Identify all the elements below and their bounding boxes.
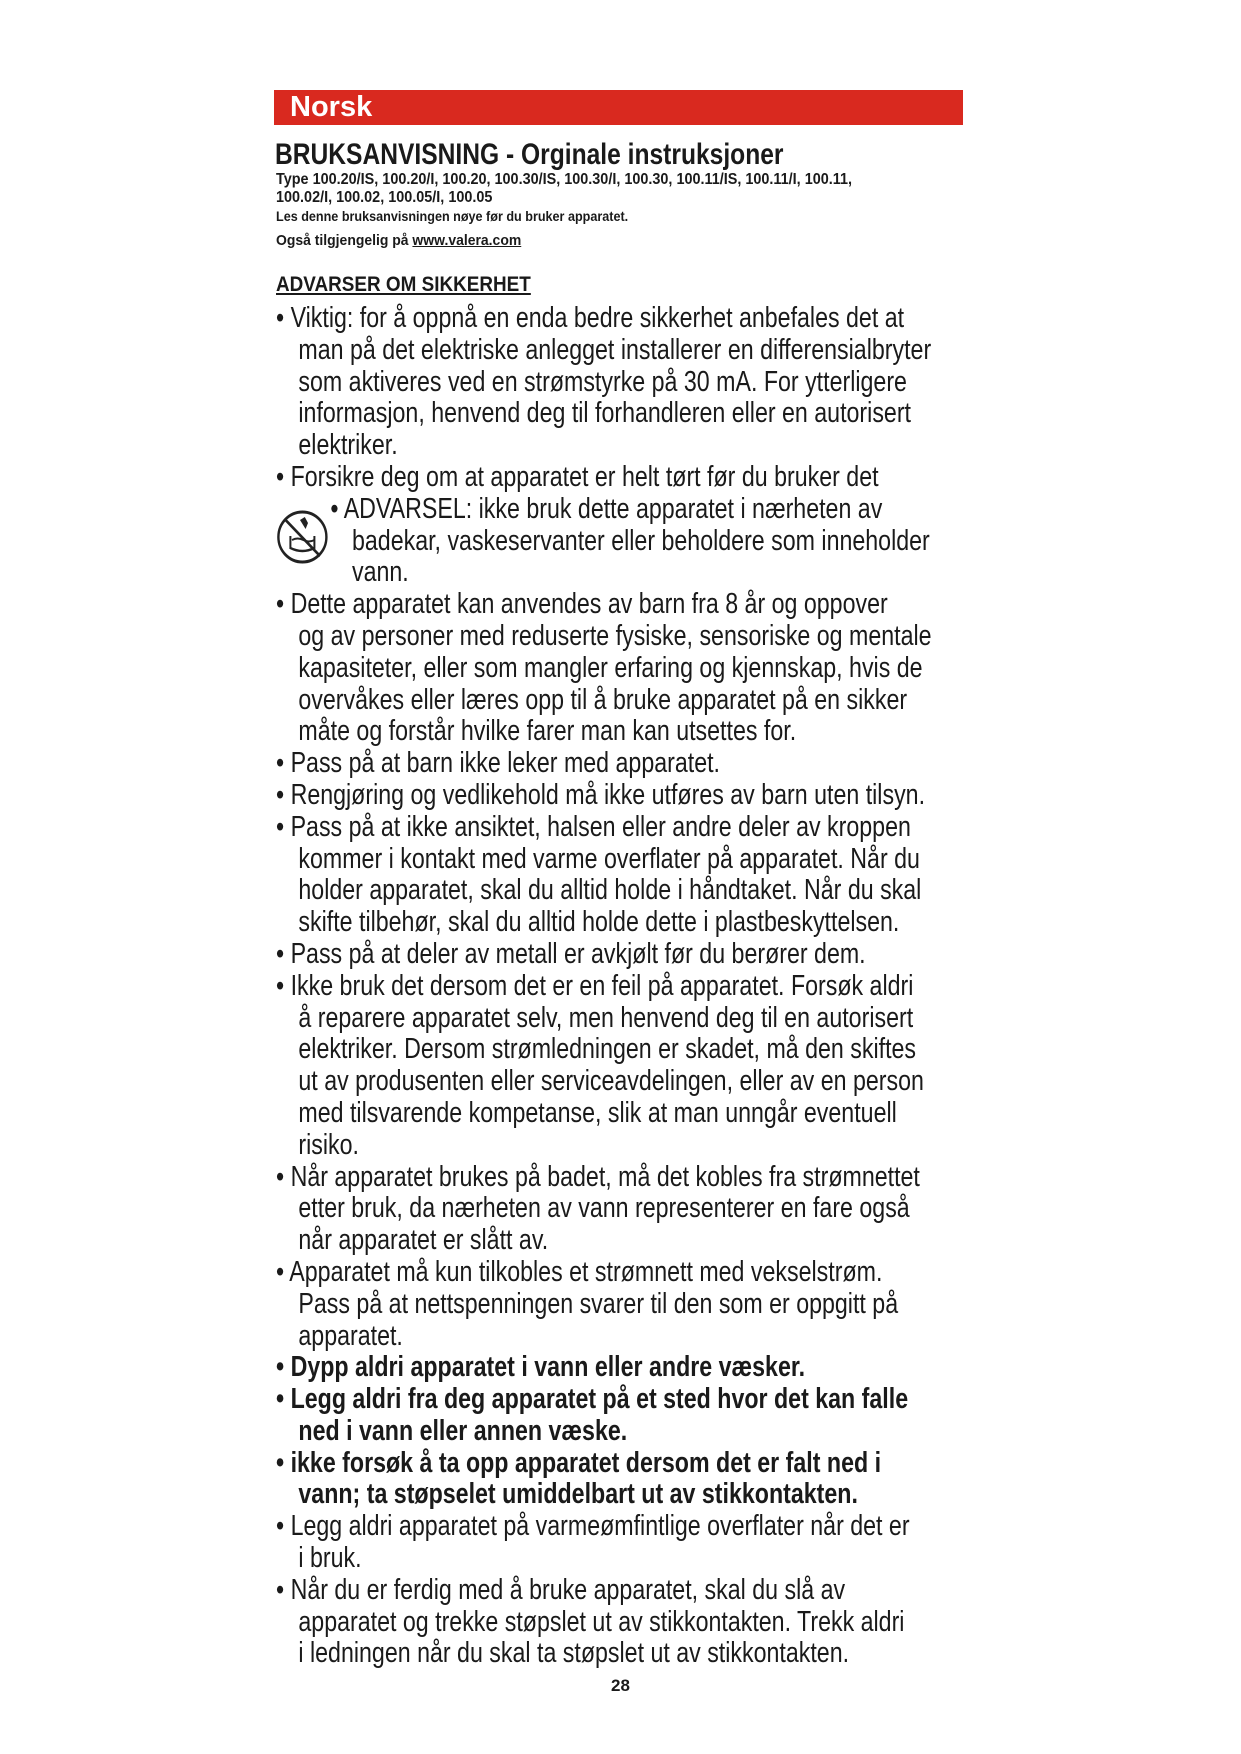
warning-line: ut av produsenten eller serviceavdelingen, eller av en person bbox=[298, 1065, 924, 1098]
warning-item bbox=[276, 780, 964, 812]
warning-line: badekar, vaskeservanter eller beholdere som inneholder bbox=[352, 524, 930, 557]
warning-line: kommer i kontakt med varme overflater på apparatet. Når du bbox=[298, 842, 920, 875]
warning-line: måte og forstår hvilke farer man kan utsettes for. bbox=[298, 715, 797, 748]
warning-line: Pass på at nettspenningen svarer til den som er oppgitt på bbox=[298, 1287, 899, 1320]
warning-item bbox=[276, 1257, 964, 1352]
warning-item bbox=[276, 589, 964, 748]
warning-line: • Pass på at deler av metall er avkjølt før du berører dem. bbox=[276, 937, 866, 970]
warning-line: å reparere apparatet selv, men henvend deg til en autorisert bbox=[298, 1001, 914, 1034]
warning-line: • Dypp aldri apparatet i vann eller andre væsker. bbox=[276, 1351, 806, 1384]
model-types bbox=[276, 171, 852, 207]
warning-line: • Pass på at barn ikke leker med apparatet. bbox=[276, 747, 721, 780]
warning-line: apparatet og trekke støpslet ut av stikkontakten. Trekk aldri bbox=[298, 1605, 905, 1638]
warning-item bbox=[276, 1384, 964, 1448]
warning-item bbox=[276, 971, 964, 1162]
warning-line: når apparatet er slått av. bbox=[298, 1224, 549, 1257]
safety-warnings-list bbox=[276, 303, 964, 1670]
warning-item bbox=[276, 812, 964, 939]
warning-line: i bruk. bbox=[298, 1542, 362, 1575]
warning-line: overvåkes eller læres opp til å bruke apparatet på en sikker bbox=[298, 683, 908, 716]
warning-line: holder apparatet, skal du alltid holde i håndtaket. Når du skal bbox=[298, 874, 922, 907]
warning-item bbox=[276, 462, 964, 494]
no-bath-water-icon bbox=[276, 510, 332, 564]
warning-item bbox=[276, 1162, 964, 1257]
warning-line: elektriker. bbox=[298, 429, 398, 462]
warning-line: vann. bbox=[352, 556, 409, 589]
warning-line: etter bruk, da nærheten av vann representerer en fare også bbox=[298, 1192, 910, 1225]
warning-item bbox=[276, 1352, 964, 1384]
warning-line: ned i vann eller annen væske. bbox=[298, 1414, 628, 1447]
warning-line: man på det elektriske anlegget installerer en differensialbryter bbox=[298, 333, 932, 366]
warning-line: kapasiteter, eller som mangler erfaring og kjennskap, hvis de bbox=[298, 651, 923, 684]
warning-line: skifte tilbehør, skal du alltid holde dette i plastbeskyttelsen. bbox=[298, 906, 900, 939]
warning-line: • ADVARSEL: ikke bruk dette apparatet i nærheten av bbox=[330, 492, 883, 525]
warning-line: • Legg aldri apparatet på varmeømfintlige overflater når det er bbox=[276, 1510, 910, 1543]
page-number: 28 bbox=[611, 1676, 630, 1695]
warning-line: risiko. bbox=[298, 1128, 359, 1161]
warning-item bbox=[276, 939, 964, 971]
warning-line: apparatet. bbox=[298, 1319, 403, 1352]
warning-line: • Legg aldri fra deg apparatet på et sted hvor det kan falle bbox=[276, 1383, 909, 1416]
warning-line: • Rengjøring og vedlikehold må ikke utføres av barn uten tilsyn. bbox=[276, 778, 926, 811]
warning-line: • Ikke bruk det dersom det er en feil på apparatet. Forsøk aldri bbox=[276, 969, 914, 1002]
model-types-line: 100.02/I, 100.02, 100.05/I, 100.05 bbox=[276, 189, 493, 206]
availability-note bbox=[276, 232, 521, 249]
warning-line: og av personer med reduserte fysiske, sensoriske og mentale bbox=[298, 619, 932, 652]
section-heading: ADVARSER OM SIKKERHET bbox=[276, 273, 531, 296]
warning-line: i ledningen når du skal ta støpslet ut av stikkontakten. bbox=[298, 1637, 850, 1670]
warning-line: vann; ta støpselet umiddelbart ut av stikkontakten. bbox=[298, 1478, 858, 1511]
warning-line: • Når apparatet brukes på badet, må det kobles fra strømnettet bbox=[276, 1160, 920, 1193]
language-banner bbox=[274, 90, 963, 125]
warning-item bbox=[276, 748, 964, 780]
availability-prefix: Også tilgjengelig på bbox=[276, 232, 409, 249]
warning-line: som aktiveres ved en strømstyrke på 30 mA. For ytterligere bbox=[298, 365, 907, 398]
warning-line: • ikke forsøk å ta opp apparatet dersom det er falt ned i bbox=[276, 1446, 882, 1479]
warning-item bbox=[276, 1511, 964, 1575]
warning-line: elektriker. Dersom strømledningen er skadet, må den skiftes bbox=[298, 1033, 917, 1066]
page-title: BRUKSANVISNING - Orginale instruksjoner bbox=[275, 138, 784, 171]
warning-line: med tilsvarende kompetanse, slik at man unngår eventuell bbox=[298, 1096, 897, 1129]
warning-line: • Når du er ferdig med å bruke apparatet, skal du slå av bbox=[276, 1573, 846, 1606]
read-notice: Les denne bruksanvisningen nøye før du bruker apparatet. bbox=[276, 208, 629, 224]
warning-item bbox=[276, 494, 964, 589]
warning-item bbox=[276, 303, 964, 462]
warning-line: • Dette apparatet kan anvendes av barn fra 8 år og oppover bbox=[276, 588, 888, 621]
model-types-line: Type 100.20/IS, 100.20/I, 100.20, 100.30/IS, 100.30/I, 100.30, 100.11/IS, 100.11/I, 100.11, bbox=[276, 171, 852, 188]
warning-item bbox=[276, 1448, 964, 1512]
warning-line: • Apparatet må kun tilkobles et strømnett med vekselstrøm. bbox=[276, 1255, 883, 1288]
warning-item bbox=[276, 1575, 964, 1670]
warning-line: • Pass på at ikke ansiktet, halsen eller andre deler av kroppen bbox=[276, 810, 911, 843]
warning-line: informasjon, henvend deg til forhandleren eller en autorisert bbox=[298, 397, 911, 430]
warning-line: • Viktig: for å oppnå en enda bedre sikkerhet anbefales det at bbox=[276, 302, 905, 334]
language-label: Norsk bbox=[290, 91, 373, 123]
warning-line: • Forsikre deg om at apparatet er helt tørt før du bruker det bbox=[276, 460, 879, 493]
website-link[interactable]: www.valera.com bbox=[412, 232, 522, 249]
